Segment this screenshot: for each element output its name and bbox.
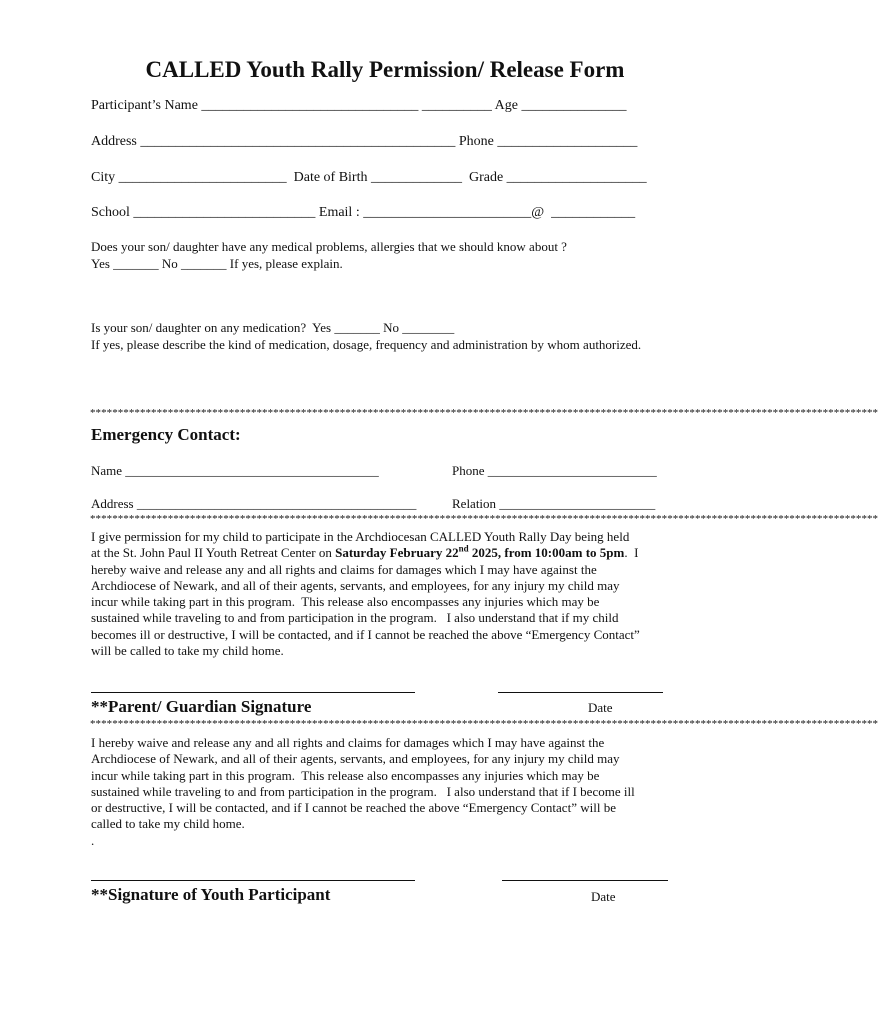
permission-line: sustained while traveling to and from participation in the program. I also understand that if my child (91, 610, 619, 626)
event-date: Saturday February 22 (335, 545, 459, 561)
participant-name-age-row[interactable]: Participant’s Name _______________________________ __________ Age _______________ (91, 98, 627, 113)
permission-line-text: . I (624, 545, 639, 561)
youth-release-line: Archdiocese of Newark, and all of their agents, servants, and employees, for any injury my child may (91, 751, 620, 767)
youth-release-line: called to take my child home. (91, 816, 245, 832)
parent-signature-line[interactable] (91, 692, 415, 693)
medical-question: Does your son/ daughter have any medical problems, allergies that we should know about ? (91, 239, 567, 254)
emergency-name-field[interactable]: Name _______________________________________ (91, 463, 379, 478)
permission-paragraph (91, 529, 691, 659)
permission-line: I give permission for my child to participate in the Archdiocesan CALLED Youth Rally Day being held (91, 529, 630, 544)
event-time: 2025, from 10:00am to 5pm (468, 545, 625, 561)
address-phone-row[interactable]: Address _____________________________________________ Phone ____________________ (91, 134, 638, 149)
youth-release-line: or destructive, I will be contacted, and if I cannot be reached the above “Emergency Contact” will be (91, 800, 616, 816)
emergency-contact-heading: Emergency Contact: (91, 425, 241, 444)
parent-date-label: Date (588, 700, 613, 715)
youth-date-label: Date (591, 889, 616, 904)
parent-date-line[interactable] (498, 692, 663, 693)
permission-line-text: at the St. John Paul II Youth Retreat Center on (91, 545, 336, 561)
medication-detail: If yes, please describe the kind of medication, dosage, frequency and administration by whom authorized. (91, 337, 642, 352)
form-title: CALLED Youth Rally Permission/ Release Form (145, 57, 625, 82)
permission-line: will be called to take my child home. (91, 643, 284, 659)
youth-signature-label: **Signature of Youth Participant (91, 885, 331, 904)
medical-answer-row[interactable]: Yes _______ No _______ If yes, please explain. (91, 256, 343, 271)
youth-signature-line[interactable] (91, 880, 415, 881)
youth-release-line: incur while taking part in this program. This release also encompasses any injuries which may be (91, 767, 600, 783)
school-email-row[interactable]: School __________________________ Email : ________________________@ ____________ (91, 205, 636, 220)
youth-date-line[interactable] (502, 880, 668, 881)
youth-release-line: sustained while traveling to and from participation in the program. I also understand that if I become ill (91, 783, 635, 799)
emergency-relation-field[interactable]: Relation ________________________ (452, 496, 656, 511)
date-ordinal-suffix: nd (458, 543, 469, 554)
separator-line: ********************************************************************************************************************************************** (90, 407, 878, 419)
parent-signature-label: **Parent/ Guardian Signature (91, 697, 312, 716)
permission-line: hereby waive and release any and all rights and claims for damages which I may have against the (91, 561, 597, 577)
emergency-address-field[interactable]: Address ___________________________________________ (91, 496, 417, 511)
youth-release-line: . (91, 832, 95, 848)
emergency-phone-field[interactable]: Phone __________________________ (452, 463, 657, 478)
youth-release-paragraph (91, 735, 691, 849)
permission-line: incur while taking part in this program. This release also encompasses any injuries which may be (91, 594, 600, 610)
city-dob-grade-row[interactable]: City ________________________ Date of Birth _____________ Grade ____________________ (91, 170, 647, 185)
permission-line: becomes ill or destructive, I will be contacted, and if I cannot be reached the above “Emergency Contact” (91, 626, 640, 642)
separator-line: ********************************************************************************************************************************************** (90, 718, 878, 730)
permission-line (91, 545, 691, 561)
youth-release-line: I hereby waive and release any and all rights and claims for damages which I may have against the (91, 735, 605, 750)
medication-question-row[interactable]: Is your son/ daughter on any medication? Yes _______ No ________ (91, 320, 455, 335)
permission-line: Archdiocese of Newark, and all of their agents, servants, and employees, for any injury my child may (91, 577, 620, 593)
separator-line: ********************************************************************************************************************************************** (90, 513, 878, 525)
